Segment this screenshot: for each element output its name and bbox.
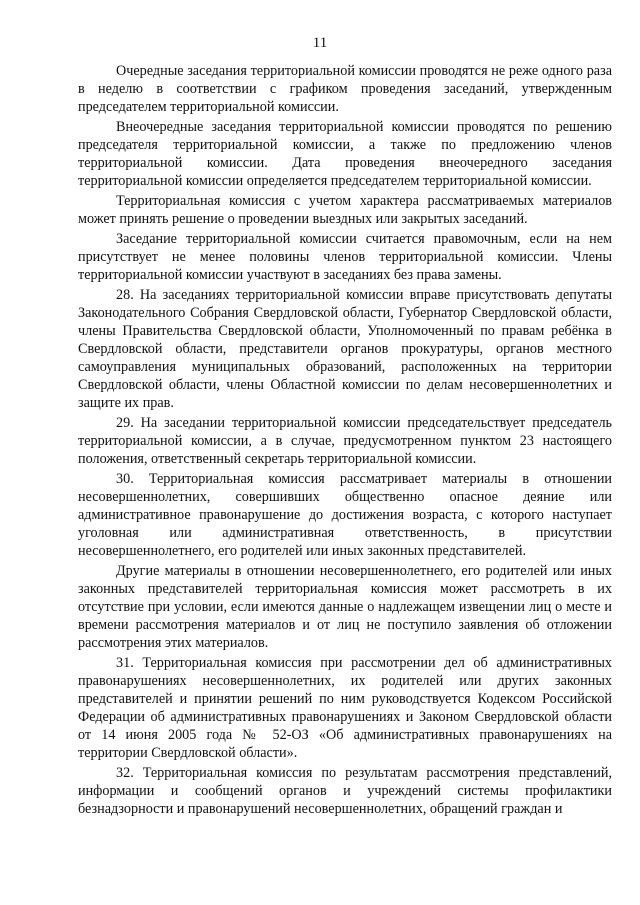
page-number: 11 <box>312 35 328 51</box>
paragraph-item-29: 29. На заседании территориальной комиссии председательствует председатель территориальной комиссии, а в случае, предусмотренном пунктом 23 настоящего положения, ответственный секретарь территориальной комиссии. <box>78 415 612 467</box>
document-body <box>78 62 612 820</box>
paragraph-item-32: 32. Территориальная комиссия по результатам рассмотрения представлений, информации и сообщений органов и учреждений системы профилактики безнадзорности и правонарушений несовершеннолетних, обращений граждан и <box>78 765 612 817</box>
paragraph-regular-meetings: Очередные заседания территориальной комиссии проводятся не реже одного раза в неделю в соответствии с графиком проведения заседаний, утвержденным председателем территориальной комиссии. <box>78 63 612 115</box>
paragraph-quorum: Заседание территориальной комиссии считается правомочным, если на нем присутствует не менее половины членов территориальной комиссии. Члены территориальной комиссии участвуют в заседаниях без права замены. <box>78 231 612 283</box>
paragraph-extraordinary-meetings: Внеочередные заседания территориальной комиссии проводятся по решению председателя территориальной комиссии, а также по предложению членов территориальной комиссии. Дата проведения внеочередного заседания территориальной комиссии определяется председателем территориальной комиссии. <box>78 119 612 189</box>
paragraph-item-28: 28. На заседаниях территориальной комиссии вправе присутствовать депутаты Законодательного Собрания Свердловской области, Губернатор Свердловской области, члены Правительства Свердловской области, Уполномоченный по правам ребёнка в Свердловской области, представители органов прокуратуры, органов местного самоуправления муниципальных образований, расположенных на территории Свердловской области, члены Областной комиссии по делам несовершеннолетних и защите их прав. <box>78 287 612 411</box>
paragraph-item-31: 31. Территориальная комиссия при рассмотрении дел об административных правонарушениях несовершеннолетних, их родителей или других законных представителей и принятии решений по ним руководствуется Кодексом Российской Федерации об административных правонарушениях и Законом Свердловской области от 14 июня 2005 года № 52-ОЗ «Об административных правонарушениях на территории Свердловской области». <box>78 655 612 761</box>
paragraph-item-30: 30. Территориальная комиссия рассматривает материалы в отношении несовершеннолетних, совершивших общественно опасное деяние или административное правонарушение до достижения возраста, с которого наступает уголовная или административная ответственность, в присутствии несовершеннолетнего, его родителей или иных законных представителей. <box>78 471 612 559</box>
paragraph-offsite-closed-meetings: Территориальная комиссия с учетом характера рассматриваемых материалов может принять решение о проведении выездных или закрытых заседаний. <box>78 193 612 227</box>
paragraph-other-materials: Другие материалы в отношении несовершеннолетнего, его родителей или иных законных представителей территориальная комиссия может рассмотреть в их отсутствие при условии, если имеются данные о надлежащем извещении лиц о месте и времени рассмотрения материалов и от лиц не поступило заявления об отложении рассмотрения этих материалов. <box>78 563 612 651</box>
